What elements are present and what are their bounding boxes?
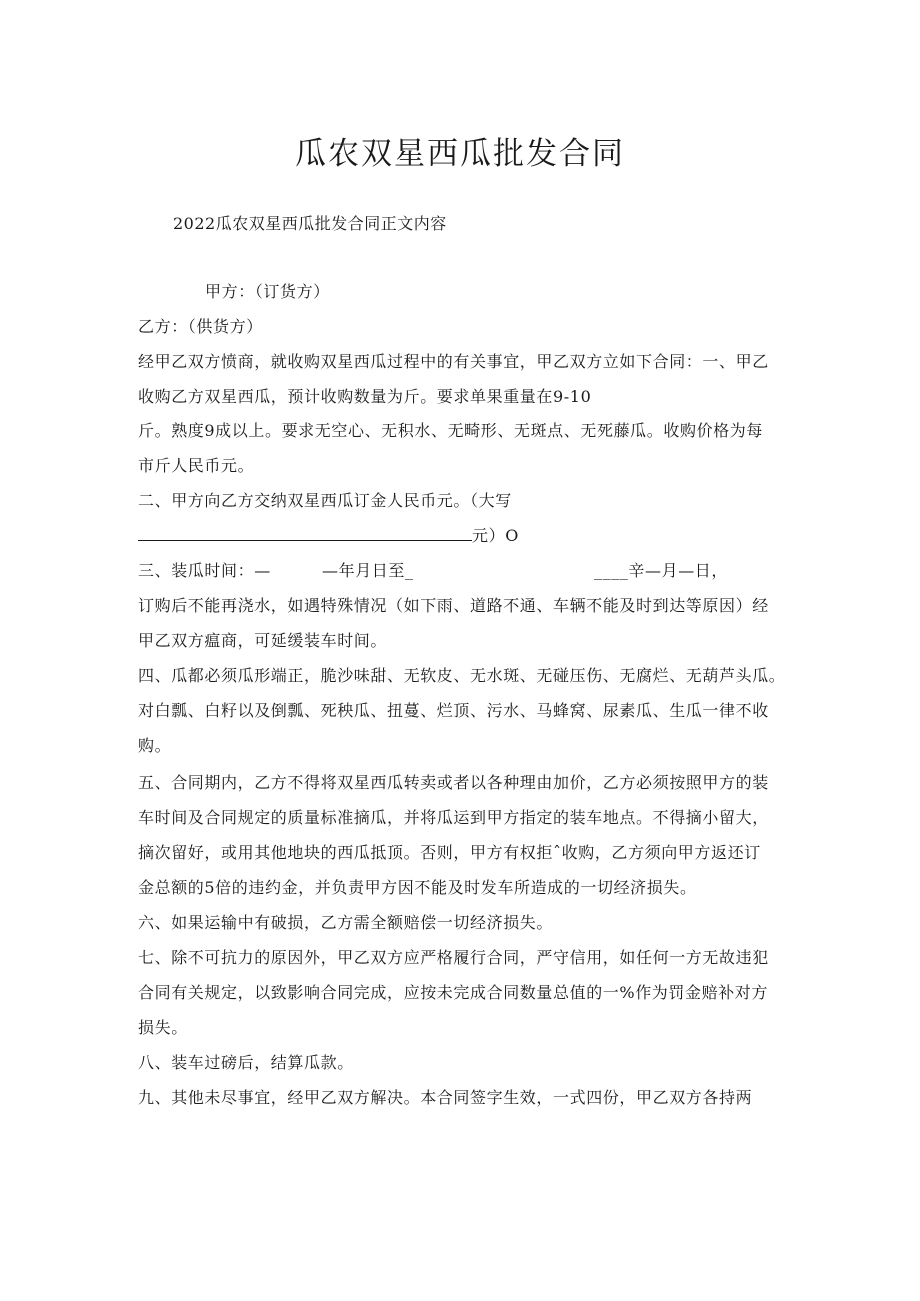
clause-4-line-2: 对白瓢、白籽以及倒瓢、死秧瓜、扭蔓、烂顶、污水、马蜂窝、尿素瓜、生瓜一律不收	[138, 701, 769, 720]
clause-7-line-3: 损失。	[138, 1018, 188, 1037]
clause-3-part-1: 三、装瓜时间：—	[138, 561, 271, 580]
clause-9-line-1: 九、其他未尽事宜，经甲乙双方解决。本合同签字生效，一式四份，甲乙双方各持两	[138, 1088, 753, 1107]
clause-5-line-2: 车时间及合同规定的质量标准摘瓜，并将瓜运到甲方指定的装车地点。不得摘小留大，	[138, 808, 769, 827]
clause-2-line-2-text: 元）O	[472, 526, 519, 545]
amount-blank	[138, 526, 472, 541]
clause-5-line-3: 摘次留好，或用其他地块的西瓜抵顶。否则，甲方有权拒ˆ收购，乙方须向甲方返还订	[138, 843, 761, 862]
clause-6-line: 六、如果运输中有破损，乙方需全额赔偿一切经济损失。	[138, 913, 554, 932]
clause-3-line-3: 甲乙双方瘟商，可延缓装车时间。	[138, 631, 388, 650]
clause-2-line-1: 二、甲方向乙方交纳双星西瓜订金人民币元。（大写	[138, 491, 512, 510]
clause-1-line-4: 市斤人民币元。	[138, 456, 255, 475]
clause-1-line-2: 收购乙方双星西瓜，预计收购数量为斤。要求单果重量在9-10	[138, 387, 592, 406]
clause-7-line-1: 七、除不可抗力的原因外，甲乙双方应严格履行合同，严守信用，如任何一方无故违犯	[138, 948, 769, 967]
clause-1-line-1: 经甲乙双方愤商，就收购双星西瓜过程中的有关事宜，甲乙双方立如下合同：一、甲乙	[138, 352, 769, 371]
document-subtitle: 2022瓜农双星西瓜批发合同正文内容	[173, 214, 447, 233]
party-b-line: 乙方：（供货方）	[138, 317, 263, 336]
clause-3-line-2: 订购后不能再浇水，如遇特殊情况（如下雨、道路不通、车辆不能及时到达等原因）经	[138, 596, 769, 615]
clause-3-part-3: ____辛—月—日，	[594, 561, 729, 580]
clause-4-line-1: 四、瓜都必须瓜形端正，脆沙味甜、无软皮、无水斑、无碰压伤、无腐烂、无葫芦头瓜。	[138, 666, 786, 685]
party-a-line: 甲方：（订货方）	[205, 282, 330, 301]
clause-5-line-4: 金总额的5倍的违约金，并负责甲方因不能及时发车所造成的一切经济损失。	[138, 878, 697, 897]
clause-1-line-3: 斤。熟度9成以上。要求无空心、无积水、无畸形、无斑点、无死藤瓜。收购价格为每	[138, 421, 763, 440]
clause-4-line-3: 购。	[138, 736, 172, 755]
clause-2-line-2	[138, 526, 519, 546]
document-title: 瓜农双星西瓜批发合同	[295, 136, 625, 172]
clause-3-part-2: —年月日至_	[322, 561, 414, 580]
clause-8-line: 八、装车过磅后，结算瓜款。	[138, 1053, 354, 1072]
clause-5-line-1: 五、合同期内，乙方不得将双星西瓜转卖或者以各种理由加价，乙方必须按照甲方的装	[138, 773, 769, 792]
clause-7-line-2: 合同有关规定，以致影响合同完成，应按未完成合同数量总值的一%作为罚金赔补对方	[138, 983, 769, 1002]
